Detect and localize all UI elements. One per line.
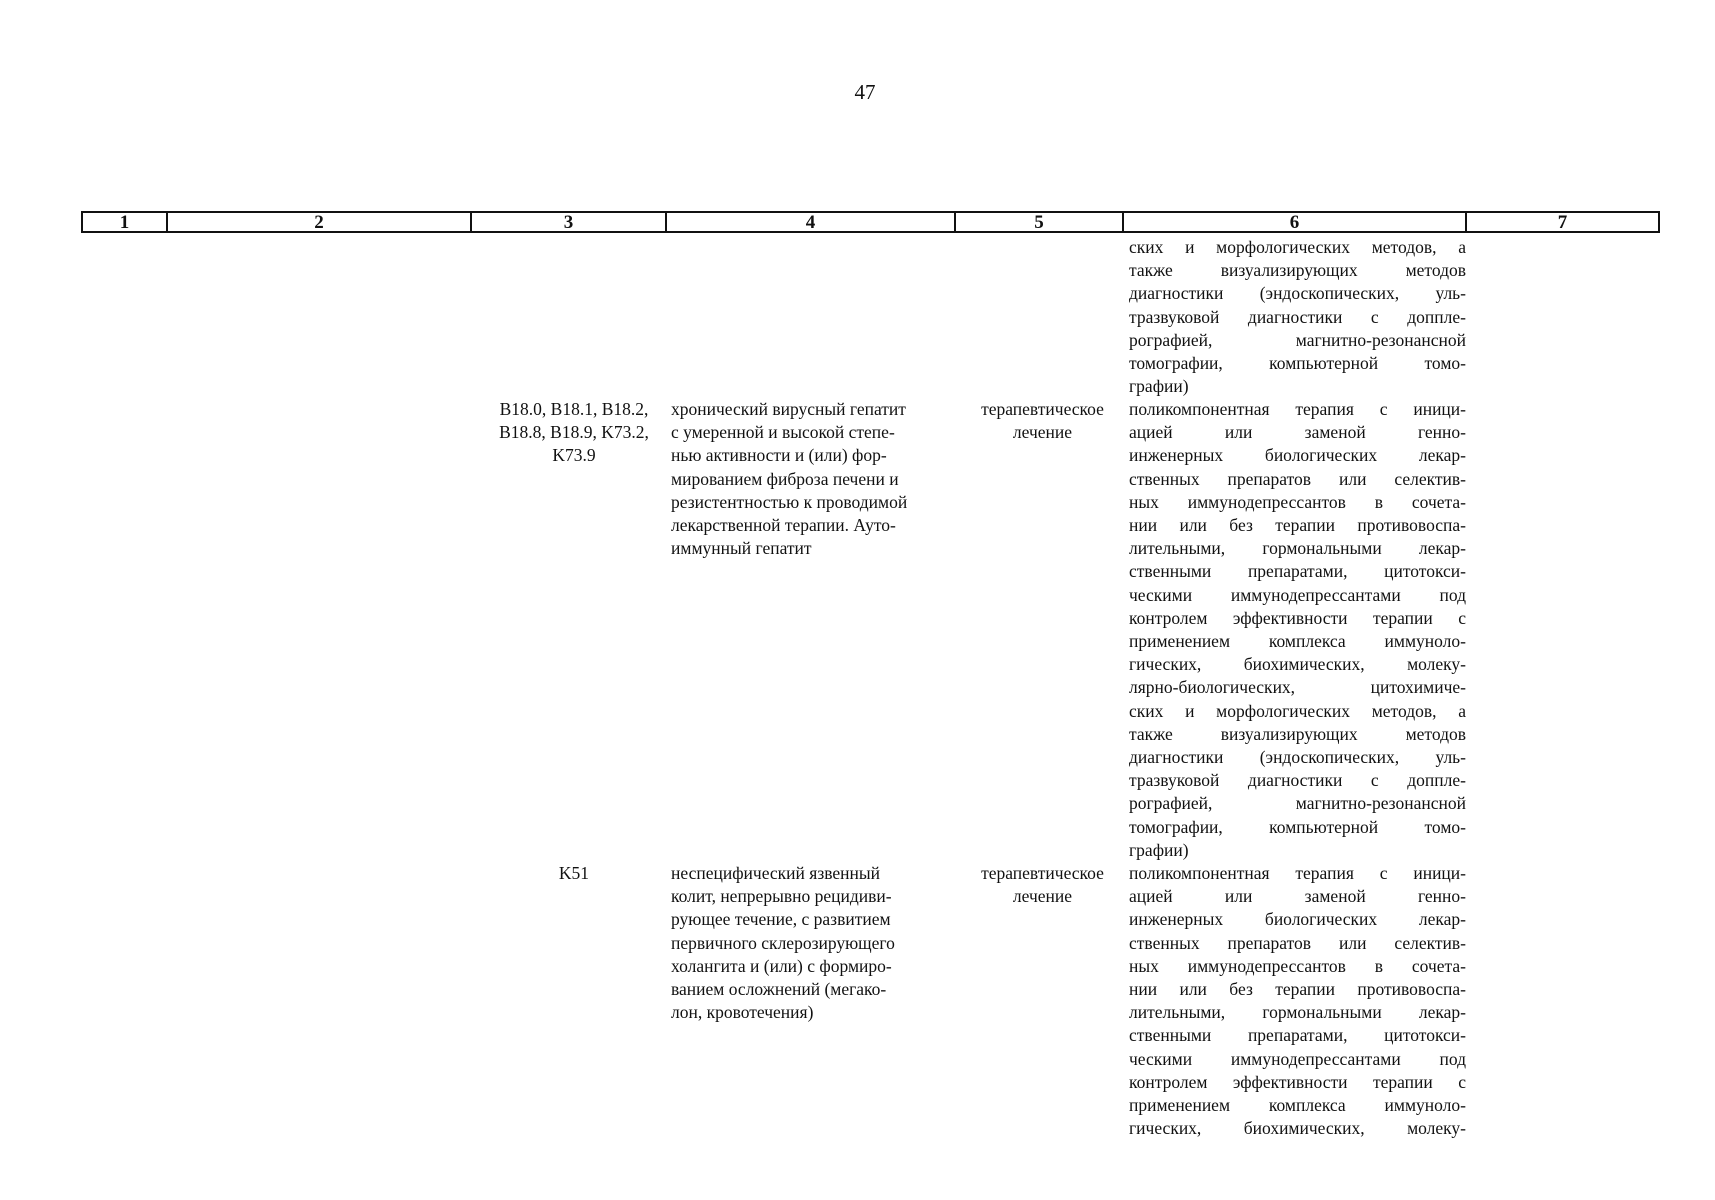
text-line: с умеренной и высокой степе- [671,422,895,443]
text-line: первичного склерозирующего [671,932,895,953]
text-line: контролем эффективности терапии с [1129,607,1466,628]
text-line: диагностики (эндоскопических, уль- [1129,283,1466,304]
text-line: ных иммунодепрессантов в сочета- [1129,491,1466,512]
header-col-5: 5 [956,213,1124,231]
text-line: ацией или заменой генно- [1129,886,1466,907]
text-line: применением комплекса иммуноло- [1129,631,1466,652]
text-line: ственными препаратами, цитотокси- [1129,1025,1466,1046]
text-line: хронический вирусный гепатит [671,399,906,419]
text-line: ных иммунодепрессантов в сочета- [1129,955,1466,976]
text-line: ственных препаратов или селектив- [1129,932,1466,953]
text-line: резистентностью к проводимой [671,491,908,512]
text-line: лительными, гормональными лекар- [1129,538,1466,559]
continuation-method-cell [1129,236,1466,398]
text-line: холангита и (или) с формиро- [671,955,892,976]
text-line: ских и морфологических методов, а [1129,237,1466,257]
treatment-type-cell [965,398,1120,444]
text-line: тразвуковой диагностики с допплe- [1129,306,1466,327]
text-line: нии или без терапии противовоспа- [1129,515,1466,536]
text-line: рографией, магнитно-резонансной [1129,329,1466,350]
text-line: гических, биохимических, молеку- [1129,654,1466,675]
treatment-method-cell [1129,862,1466,1140]
text-line: K73.9 [552,445,596,466]
text-line: мированием фиброза печени и [671,468,899,489]
text-line: ственными препаратами, цитотокси- [1129,561,1466,582]
text-line: лительными, гормональными лекар- [1129,1002,1466,1023]
text-line: рографией, магнитно-резонансной [1129,793,1466,814]
text-line: контролем эффективности терапии с [1129,1071,1466,1092]
header-col-6: 6 [1124,213,1467,231]
page-number: 47 [854,80,876,104]
text-line: томографии, компьютерной томо- [1129,353,1466,374]
text-line: B18.8, B18.9, K73.2, [499,422,649,443]
text-line: ческими иммунодепрессантами под [1129,1048,1466,1069]
text-line: ственных препаратов или селектив- [1129,468,1466,489]
disease-description-cell [671,862,961,1024]
header-col-4: 4 [667,213,956,231]
disease-description-cell [671,398,961,560]
text-line: ванием осложнений (мегако- [671,979,887,1000]
text-line: нии или без терапии противовоспа- [1129,979,1466,1000]
text-line: графии) [1129,839,1189,860]
text-line: гических, биохимических, молеку- [1129,1118,1466,1139]
text-line: терапевтическое [981,863,1104,883]
text-line: нью активности и (или) фор- [671,445,887,466]
text-line: инженерных биологических лекар- [1129,909,1466,930]
icd-codes-cell [474,398,674,468]
text-line: применением комплекса иммуноло- [1129,1095,1466,1116]
text-line: неспецифический язвенный [671,863,881,883]
header-col-7: 7 [1557,212,1568,233]
text-line: терапевтическое [981,399,1104,419]
text-line: лярно-биологических, цитохимиче- [1129,677,1466,698]
text-line: колит, непрерывно рецидиви- [671,886,892,907]
text-line: также визуализирующих методов [1129,260,1466,281]
text-line: инженерных биологических лекар- [1129,445,1466,466]
header-col-3: 3 [472,213,667,231]
treatment-type-cell [965,862,1120,908]
header-col-1: 1 [83,213,168,231]
text-line: поликомпонентная терапия с иници- [1129,863,1466,883]
treatment-method-cell [1129,398,1466,862]
text-line: томографии, компьютерной томо- [1129,816,1466,837]
text-line: лекарственной терапии. Ауто- [671,515,896,536]
text-line: B18.0, B18.1, B18.2, [499,399,649,419]
text-line: K51 [558,863,590,883]
text-line: графии) [1129,376,1189,397]
text-line: ских и морфологических методов, а [1129,700,1466,721]
text-line: иммунный гепатит [671,538,812,559]
text-line: ацией или заменой генно- [1129,422,1466,443]
icd-codes-cell [474,862,674,885]
text-line: поликомпонентная терапия с иници- [1129,399,1466,419]
text-line: тразвуковой диагностики с доппле- [1129,770,1466,791]
text-line: лечение [1012,422,1073,443]
text-line: ческими иммунодепрессантами под [1129,584,1466,605]
text-line: лечение [1012,886,1073,907]
text-line: рующее течение, с развитием [671,909,891,930]
text-line: лон, кровотечения) [671,1002,814,1023]
table-header-row [81,211,1660,233]
text-line: диагностики (эндоскопических, уль- [1129,747,1466,768]
text-line: также визуализирующих методов [1129,723,1466,744]
header-col-2: 2 [168,213,472,231]
